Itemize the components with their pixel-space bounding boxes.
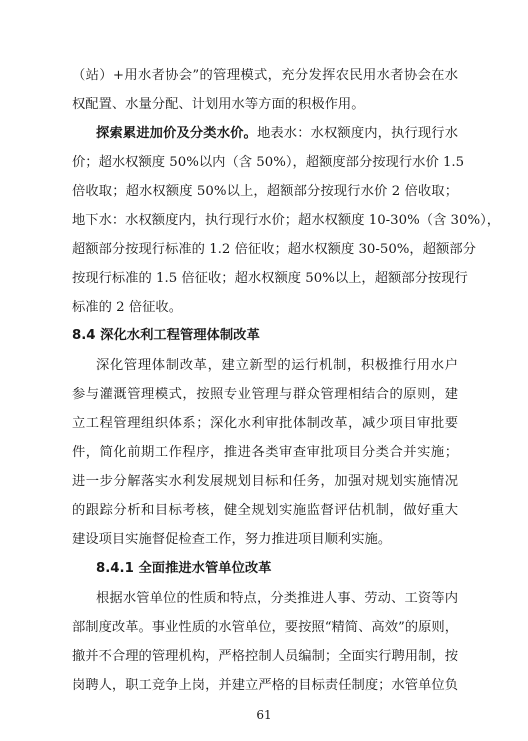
inline-heading: 探索累进加价及分类水价。: [96, 126, 257, 141]
paragraph-line: 超额部分按现行标准的 1.2 倍征收；超水权额度 30-50%，超额部分: [72, 242, 476, 257]
paragraph-line: 价；超水权额度 50%以内（含 50%），超额度部分按现行水价 1.5: [72, 155, 465, 170]
paragraph-line: 按现行标准的 1.5 倍征收；超水权额度 50%以上，超额部分按现行: [72, 271, 468, 286]
subsection-heading: 8.4.1 全面推进水管单位改革: [96, 561, 272, 576]
paragraph-line: 深化管理体制改革，建立新型的运行机制，积极推行用水户: [96, 358, 458, 373]
paragraph-text: 地表水：水权额度内，执行现行水: [256, 126, 459, 141]
page-number: 61: [256, 708, 272, 722]
paragraph-line: 的跟踪分析和目标考核，健全规划实施监督评估机制，做好重大: [72, 503, 458, 518]
paragraph-line: 撤并不合理的管理机构，严格控制人员编制；全面实行聘用制，按: [72, 649, 458, 664]
section-heading: 8.4 深化水利工程管理体制改革: [72, 328, 260, 343]
paragraph-line: 岗聘人，职工竞争上岗，并建立严格的目标责任制度；水管单位负: [72, 678, 458, 693]
paragraph-line: 权配置、水量分配、计划用水等方面的积极作用。: [72, 97, 365, 112]
paragraph-line: 根据水管单位的性质和特点，分类推进人事、劳动、工资等内: [96, 591, 458, 606]
paragraph-line: 建设项目实施督促检查工作，努力推进项目顺利实施。: [72, 532, 392, 547]
paragraph-line: 地下水：水权额度内，执行现行水价；超水权额度 10-30%（含 30%），: [72, 213, 501, 228]
paragraph-line: 倍收取；超水权额度 50%以上，超额部分按现行水价 2 倍收取；: [72, 184, 458, 199]
paragraph-line: 件，简化前期工作程序，推进各类审查审批项目分类合并实施；: [72, 445, 458, 460]
paragraph-line: 参与灌溉管理模式，按照专业管理与群众管理相结合的原则，建: [72, 387, 458, 402]
paragraph-line: 立工程管理组织体系；深化水利审批体制改革，减少项目审批要: [72, 416, 458, 431]
paragraph-line: 部制度改革。事业性质的水管单位，要按照“精简、高效”的原则，: [72, 620, 458, 635]
paragraph-line: 进一步分解落实水利发展规划目标和任务，加强对规划实施情况: [72, 474, 458, 489]
paragraph-line: 标准的 2 倍征收。: [72, 300, 182, 315]
paragraph-line: [96, 123, 458, 145]
paragraph-line: （站）+用水者协会”的管理模式，充分发挥农民用水者协会在水: [72, 68, 458, 83]
